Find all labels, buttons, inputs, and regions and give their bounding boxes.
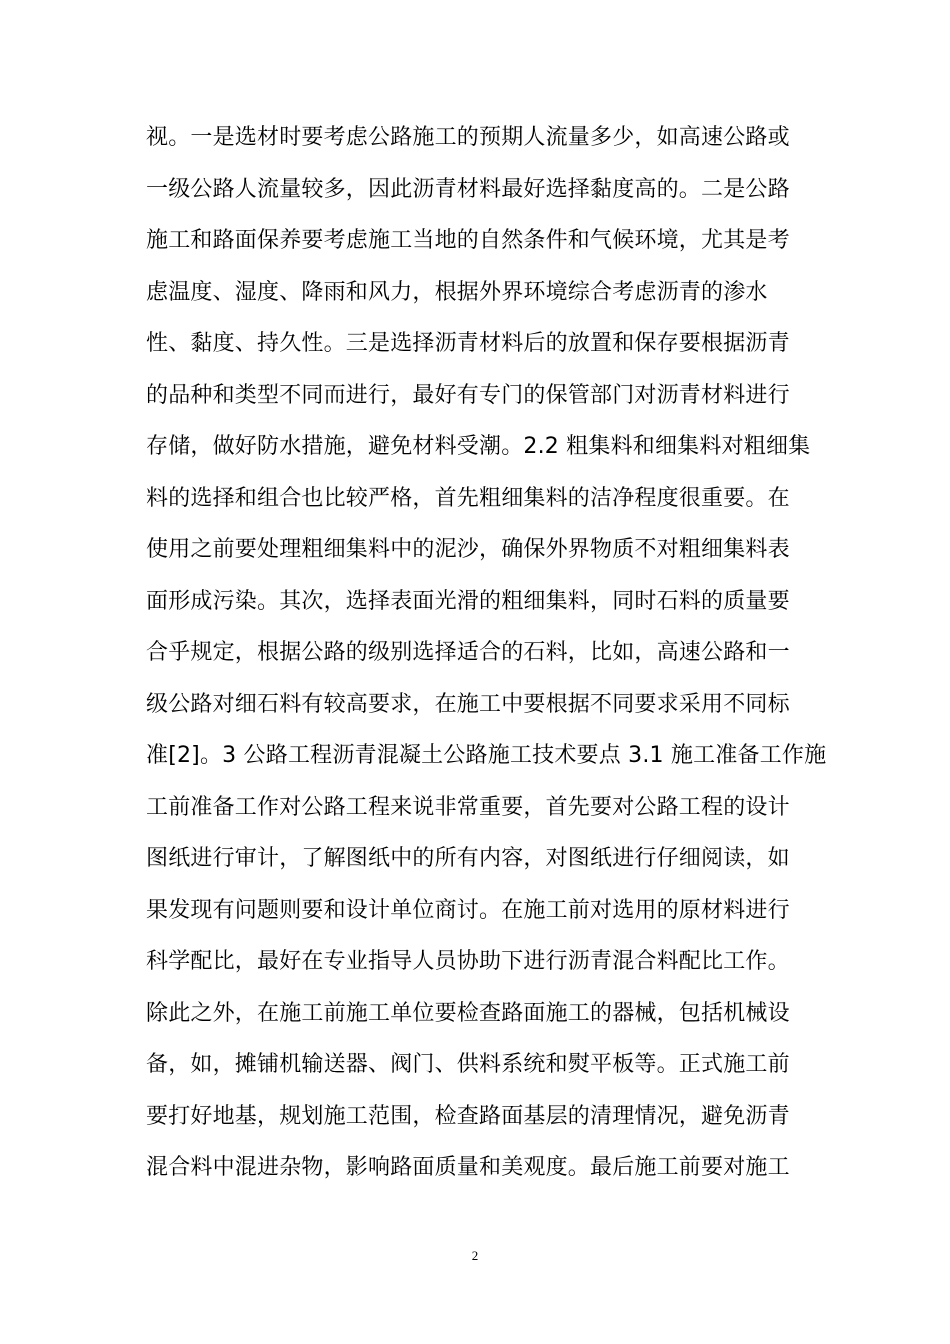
text-line: 面形成污染。其次，选择表面光滑的粗细集料，同时石料的质量要 (146, 588, 790, 614)
text-line: 存储，做好防水措施，避免材料受潮。2.2 粗集料和细集料对粗细集 (146, 434, 811, 459)
text-line: 合乎规定，根据公路的级别选择适合的石料，比如，高速公路和一 (146, 640, 790, 665)
text-line: 要打好地基，规划施工范围，检查路面基层的清理情况，避免沥青 (146, 1103, 790, 1129)
text-line: 性、黏度、持久性。三是选择沥青材料后的放置和保存要根据沥青 (146, 331, 790, 356)
text-line: 图纸进行审计，了解图纸中的所有内容，对图纸进行仔细阅读，如 (146, 846, 790, 871)
text-line: 施工和路面保养要考虑施工当地的自然条件和气候环境，尤其是考 (146, 228, 790, 253)
text-line: 使用之前要处理粗细集料中的泥沙，确保外界物质不对粗细集料表 (146, 537, 790, 562)
text-line: 料的选择和组合也比较严格，首先粗细集料的洁净程度很重要。在 (146, 485, 790, 511)
text-line: 虑温度、湿度、降雨和风力，根据外界环境综合考虑沥青的渗水 (146, 279, 768, 305)
text-line: 一级公路人流量较多，因此沥青材料最好选择黏度高的。二是公路 (146, 176, 790, 202)
text-line: 的品种和类型不同而进行，最好有专门的保管部门对沥青材料进行 (146, 382, 790, 408)
text-line: 视。一是选材时要考虑公路施工的预期人流量多少，如高速公路或 (146, 125, 790, 150)
text-line: 科学配比，最好在专业指导人员协助下进行沥青混合料配比工作。 (146, 949, 790, 974)
text-line: 果发现有问题则要和设计单位商讨。在施工前对选用的原材料进行 (146, 897, 790, 923)
text-line: 备，如，摊铺机输送器、阀门、供料系统和熨平板等。正式施工前 (146, 1052, 790, 1077)
text-line: 准[2]。3 公路工程沥青混凝土公路施工技术要点 3.1 施工准备工作施 (146, 743, 827, 768)
body-text (146, 118, 827, 1200)
text-line: 混合料中混进杂物，影响路面质量和美观度。最后施工前要对施工 (146, 1155, 790, 1180)
text-line: 工前准备工作对公路工程来说非常重要，首先要对公路工程的设计 (146, 794, 790, 820)
text-line: 级公路对细石料有较高要求，在施工中要根据不同要求采用不同标 (146, 691, 790, 717)
page-number: 2 (471, 1248, 479, 1263)
text-line: 除此之外，在施工前施工单位要检查路面施工的器械，包括机械设 (146, 1000, 790, 1026)
